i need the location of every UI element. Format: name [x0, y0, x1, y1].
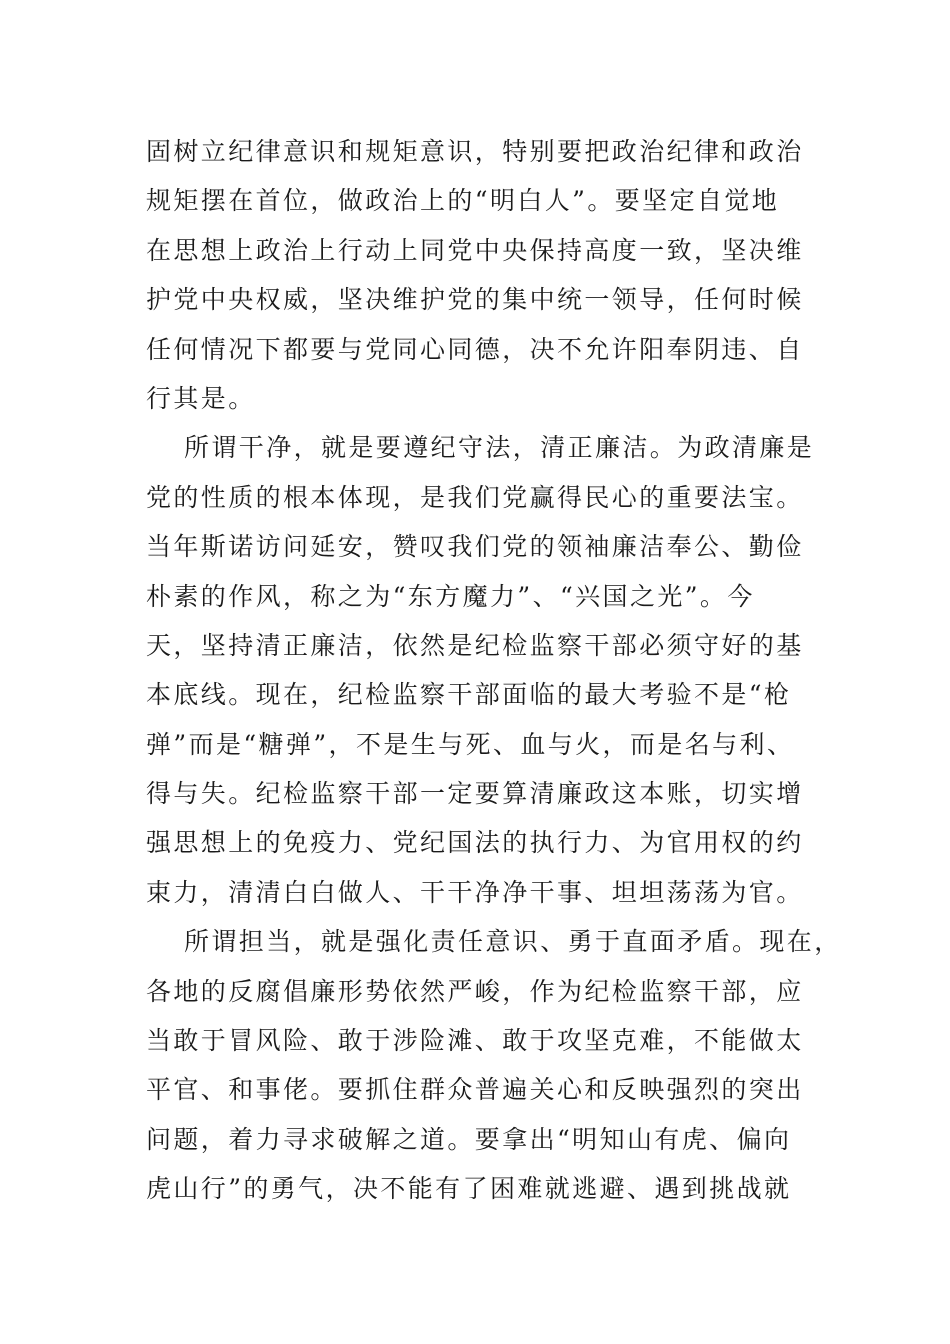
text-line: 虎山行”的勇气，决不能有了困难就逃避、遇到挑战就 — [146, 1174, 792, 1204]
text-line: 得与失。纪检监察干部一定要算清廉政这本账，切实增 — [146, 779, 804, 809]
text-line: 任何情况下都要与党同心同德，决不允许阳奉阴违、自 — [146, 334, 804, 364]
text-line: 束力，清清白白做人、干干净净干事、坦坦荡荡为官。 — [146, 877, 804, 907]
text-line: 当敢于冒风险、敢于涉险滩、敢于攻坚克难，不能做太 — [146, 1026, 804, 1056]
paragraph-start-line: 所谓担当，就是强化责任意识、勇于直面矛盾。现在， — [184, 927, 842, 957]
text-line: 问题，着力寻求破解之道。要拿出“明知山有虎、偏向 — [146, 1124, 792, 1154]
text-line: 固树立纪律意识和规矩意识，特别要把政治纪律和政治 — [146, 137, 804, 166]
text-line: 党的性质的根本体现，是我们党赢得民心的重要法宝。 — [146, 482, 804, 512]
text-line: 朴素的作风，称之为“东方魔力”、“兴国之光”。今 — [146, 581, 755, 611]
text-line: 平官、和事佬。要抓住群众普遍关心和反映强烈的突出 — [146, 1075, 804, 1105]
body-text — [146, 127, 842, 1214]
text-line: 在思想上政治上行动上同党中央保持高度一致，坚决维 — [146, 235, 804, 265]
text-line: 规矩摆在首位，做政治上的“明白人”。要坚定自觉地 — [146, 186, 780, 216]
text-line: 天，坚持清正廉洁，依然是纪检监察干部必须守好的基 — [146, 630, 804, 660]
text-line: 当年斯诺访问延安，赞叹我们党的领袖廉洁奉公、勤俭 — [146, 532, 804, 562]
text-line: 本底线。现在，纪检监察干部面临的最大考验不是“枪 — [146, 680, 792, 710]
text-line: 强思想上的免疫力、党纪国法的执行力、为官用权的约 — [146, 828, 804, 858]
text-line: 各地的反腐倡廉形势依然严峻，作为纪检监察干部，应 — [146, 976, 804, 1006]
text-line: 弹”而是“糖弹”，不是生与死、血与火，而是名与利、 — [146, 729, 795, 759]
paragraph-start-line: 所谓干净，就是要遵纪守法，清正廉洁。为政清廉是 — [184, 433, 815, 463]
text-line: 护党中央权威，坚决维护党的集中统一领导，任何时候 — [146, 285, 804, 315]
text-line: 行其是。 — [146, 383, 256, 413]
